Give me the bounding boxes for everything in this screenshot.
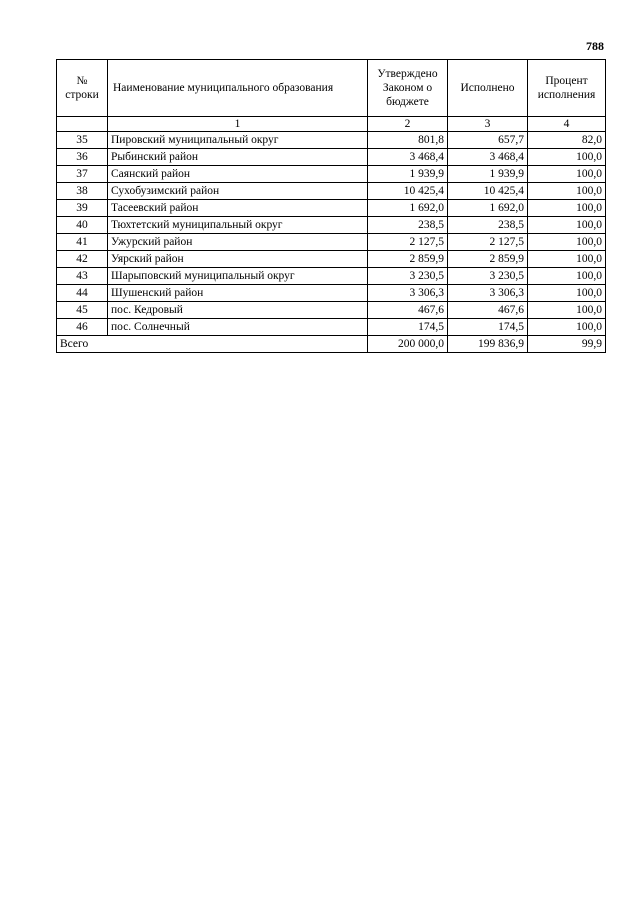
approved-cell: 1 939,9 — [368, 166, 448, 183]
header-municipality-name: Наименование муниципального образования — [108, 60, 368, 117]
row-number-cell: 39 — [57, 200, 108, 217]
table-row — [57, 285, 606, 302]
row-number-cell: 38 — [57, 183, 108, 200]
header-executed: Исполнено — [448, 60, 528, 117]
header-row-number: № строки — [57, 60, 108, 117]
row-number-cell: 36 — [57, 149, 108, 166]
executed-cell: 238,5 — [448, 217, 528, 234]
row-number-cell: 46 — [57, 319, 108, 336]
approved-cell: 467,6 — [368, 302, 448, 319]
table-body — [57, 132, 606, 336]
municipality-name-cell: Пировский муниципальный округ — [108, 132, 368, 149]
column-number: 4 — [528, 117, 606, 132]
approved-cell: 238,5 — [368, 217, 448, 234]
table-row — [57, 132, 606, 149]
executed-cell: 10 425,4 — [448, 183, 528, 200]
approved-cell: 3 306,3 — [368, 285, 448, 302]
table-row — [57, 200, 606, 217]
executed-cell: 174,5 — [448, 319, 528, 336]
executed-cell: 3 306,3 — [448, 285, 528, 302]
percent-cell: 100,0 — [528, 183, 606, 200]
table-header-row — [57, 60, 606, 117]
percent-cell: 100,0 — [528, 234, 606, 251]
row-number-cell: 45 — [57, 302, 108, 319]
municipality-name-cell: Уярский район — [108, 251, 368, 268]
municipality-name-cell: Шушенский район — [108, 285, 368, 302]
percent-cell: 100,0 — [528, 285, 606, 302]
approved-cell: 10 425,4 — [368, 183, 448, 200]
approved-cell: 3 468,4 — [368, 149, 448, 166]
total-percent: 99,9 — [528, 336, 606, 353]
municipality-name-cell: Саянский район — [108, 166, 368, 183]
executed-cell: 3 468,4 — [448, 149, 528, 166]
column-number: 1 — [108, 117, 368, 132]
percent-cell: 100,0 — [528, 217, 606, 234]
percent-cell: 100,0 — [528, 268, 606, 285]
row-number-cell: 44 — [57, 285, 108, 302]
row-number-cell: 43 — [57, 268, 108, 285]
row-number-cell: 40 — [57, 217, 108, 234]
table-row — [57, 149, 606, 166]
header-approved: Утверждено Законом о бюджете — [368, 60, 448, 117]
row-number-cell: 35 — [57, 132, 108, 149]
municipality-name-cell: Шарыповский муниципальный округ — [108, 268, 368, 285]
municipality-name-cell: пос. Кедровый — [108, 302, 368, 319]
table-row — [57, 234, 606, 251]
municipality-name-cell: пос. Солнечный — [108, 319, 368, 336]
municipality-name-cell: Ужурский район — [108, 234, 368, 251]
header-percent: Процент исполнения — [528, 60, 606, 117]
executed-cell: 2 127,5 — [448, 234, 528, 251]
total-label: Всего — [57, 336, 368, 353]
executed-cell: 1 692,0 — [448, 200, 528, 217]
column-number — [57, 117, 108, 132]
approved-cell: 174,5 — [368, 319, 448, 336]
row-number-cell: 41 — [57, 234, 108, 251]
total-approved: 200 000,0 — [368, 336, 448, 353]
table-row — [57, 217, 606, 234]
percent-cell: 100,0 — [528, 319, 606, 336]
budget-execution-table — [56, 59, 606, 353]
column-number: 2 — [368, 117, 448, 132]
executed-cell: 467,6 — [448, 302, 528, 319]
executed-cell: 2 859,9 — [448, 251, 528, 268]
table-row — [57, 251, 606, 268]
row-number-cell: 37 — [57, 166, 108, 183]
percent-cell: 82,0 — [528, 132, 606, 149]
approved-cell: 801,8 — [368, 132, 448, 149]
municipality-name-cell: Тасеевский район — [108, 200, 368, 217]
table-row — [57, 319, 606, 336]
column-number: 3 — [448, 117, 528, 132]
municipality-name-cell: Сухобузимский район — [108, 183, 368, 200]
percent-cell: 100,0 — [528, 302, 606, 319]
executed-cell: 3 230,5 — [448, 268, 528, 285]
row-number-cell: 42 — [57, 251, 108, 268]
page-number: 788 — [586, 39, 604, 53]
total-executed: 199 836,9 — [448, 336, 528, 353]
percent-cell: 100,0 — [528, 200, 606, 217]
approved-cell: 3 230,5 — [368, 268, 448, 285]
percent-cell: 100,0 — [528, 251, 606, 268]
executed-cell: 1 939,9 — [448, 166, 528, 183]
approved-cell: 2 127,5 — [368, 234, 448, 251]
table-row — [57, 302, 606, 319]
table-row — [57, 166, 606, 183]
total-row — [57, 336, 606, 353]
column-numbers-row — [57, 117, 606, 132]
table-row — [57, 268, 606, 285]
executed-cell: 657,7 — [448, 132, 528, 149]
municipality-name-cell: Рыбинский район — [108, 149, 368, 166]
municipality-name-cell: Тюхтетский муниципальный округ — [108, 217, 368, 234]
approved-cell: 1 692,0 — [368, 200, 448, 217]
approved-cell: 2 859,9 — [368, 251, 448, 268]
table-row — [57, 183, 606, 200]
percent-cell: 100,0 — [528, 149, 606, 166]
percent-cell: 100,0 — [528, 166, 606, 183]
